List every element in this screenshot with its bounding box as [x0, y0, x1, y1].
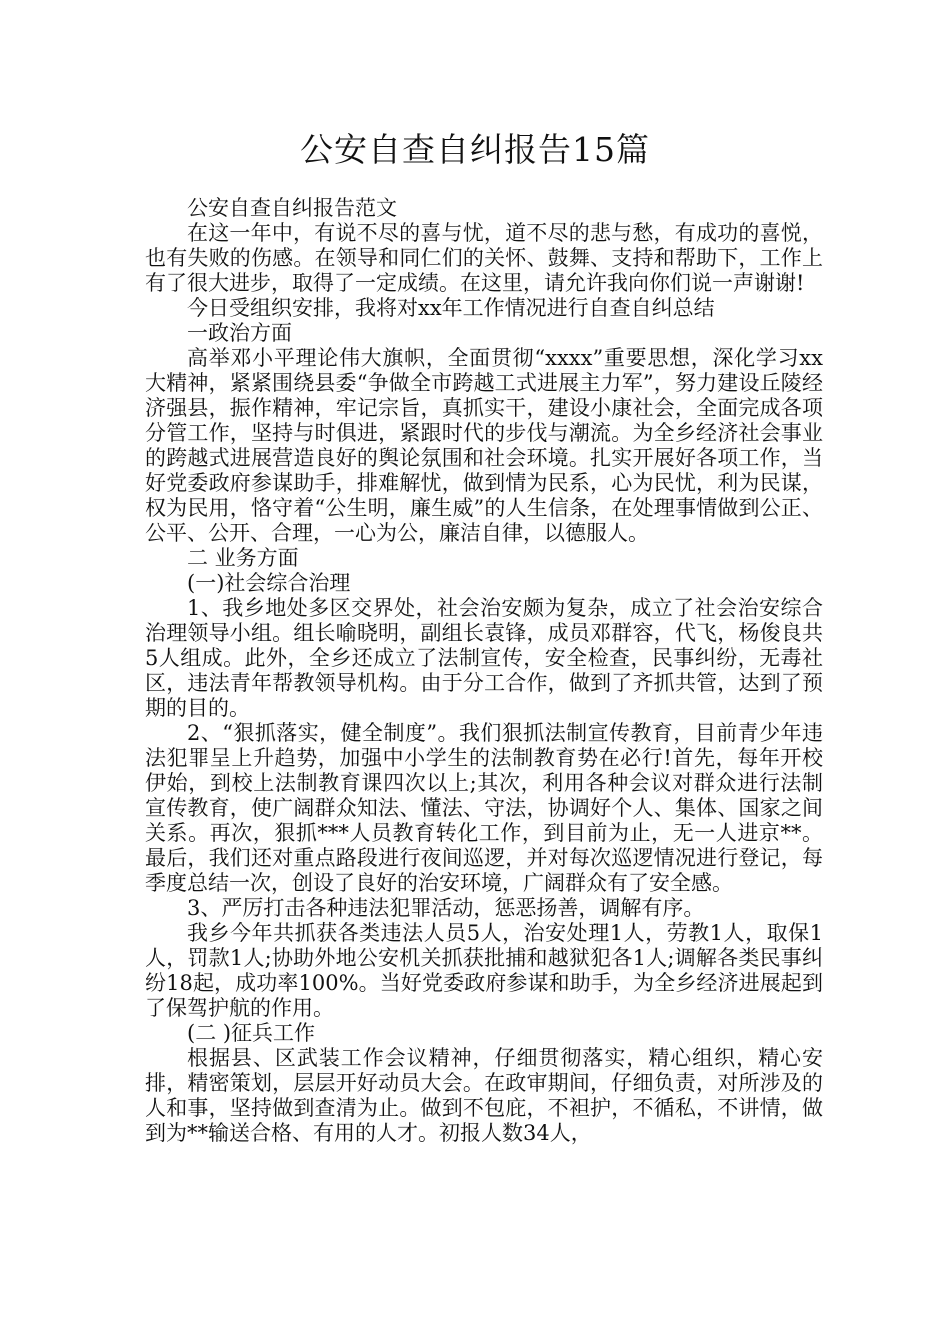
document-title: 公安自查自纠报告15篇 [300, 130, 650, 169]
governance-item-1: 1、我乡地处多区交界处，社会治安颇为复杂，成立了社会治安综合治理领导小组。组长喻晓明，副组长袁锋，成员邓群容，代飞，杨俊良共5人组成。此外，全乡还成立了法制宣传，安全检查，民事纠纷，无毒社区，违法青年帮教领导机构。由于分工合作，做到了齐抓共管，达到了预期的目的。 [145, 596, 823, 720]
conscription-paragraph: 根据县、区武装工作会议精神，仔细贯彻落实，精心组织，精心安排，精密策划，层层开好动员大会。在政审期间，仔细负责，对所涉及的人和事，坚持做到查清为止。做到不包庇，不袒护，不循私，不讲情，做到为**输送合格、有用的人才。初报人数34人， [145, 1046, 823, 1145]
subsection-heading-governance: (一)社会综合治理 [187, 571, 351, 595]
statistics-paragraph: 我乡今年共抓获各类违法人员5人，治安处理1人，劳教1人，取保1人，罚款1人;协助外地公安机关抓获批捕和越狱犯各1人;调解各类民事纠纷18起，成功率100%。当好党委政府参谋和助手，为全乡经济进展起到了保驾护航的作用。 [145, 921, 823, 1020]
politics-paragraph: 高举邓小平理论伟大旗帜，全面贯彻“xxxx”重要思想，深化学习xx大精神，紧紧围绕县委“争做全市跨越工式进展主力军”，努力建设丘陵经济强县，振作精神，牢记宗旨，真抓实干，建设小康社会，全面完成各项分管工作，坚持与时俱进，紧跟时代的步伐与潮流。为全乡经济社会事业的跨越式进展营造良好的舆论氛围和社会环境。扎实开展好各项工作，当好党委政府参谋助手，排难解忧，做到情为民系，心为民忧，利为民谋，权为民用，恪守着“公生明，廉生威”的人生信条，在处理事情做到公正、公平、公开、合理，一心为公，廉洁自律，以德服人。 [145, 346, 823, 545]
subtitle-paragraph: 公安自查自纠报告范文 [187, 196, 397, 220]
section-heading-politics: 一政治方面 [187, 321, 292, 345]
document-body [145, 196, 823, 1146]
arrangement-paragraph: 今日受组织安排，我将对xx年工作情况进行自查自纠总结 [187, 296, 715, 320]
governance-item-2: 2、“狠抓落实，健全制度”。我们狠抓法制宣传教育，目前青少年违法犯罪呈上升趋势，加强中小学生的法制教育势在必行!首先，每年开校伊始，到校上法制教育课四次以上;其次，利用各种会议对群众进行法制宣传教育，使广阔群众知法、懂法、守法，协调好个人、集体、国家之间关系。再次，狠抓***人员教育转化工作，到目前为止，无一人进京**。最后，我们还对重点路段进行夜间巡逻，并对每次巡逻情况进行登记，每季度总结一次，创设了良好的治安环境，广阔群众有了安全感。 [145, 721, 823, 895]
intro-paragraph: 在这一年中，有说不尽的喜与忧，道不尽的悲与愁，有成功的喜悦，也有失败的伤感。在领导和同仁们的关怀、鼓舞、支持和帮助下，工作上有了很大进步，取得了一定成绩。在这里，请允许我向你们说一声谢谢! [145, 221, 823, 295]
subsection-heading-conscription: (二 )征兵工作 [187, 1021, 316, 1045]
section-heading-business: 二 业务方面 [187, 546, 299, 570]
governance-item-3: 3、严厉打击各种违法犯罪活动，惩恶扬善，调解有序。 [187, 896, 705, 920]
